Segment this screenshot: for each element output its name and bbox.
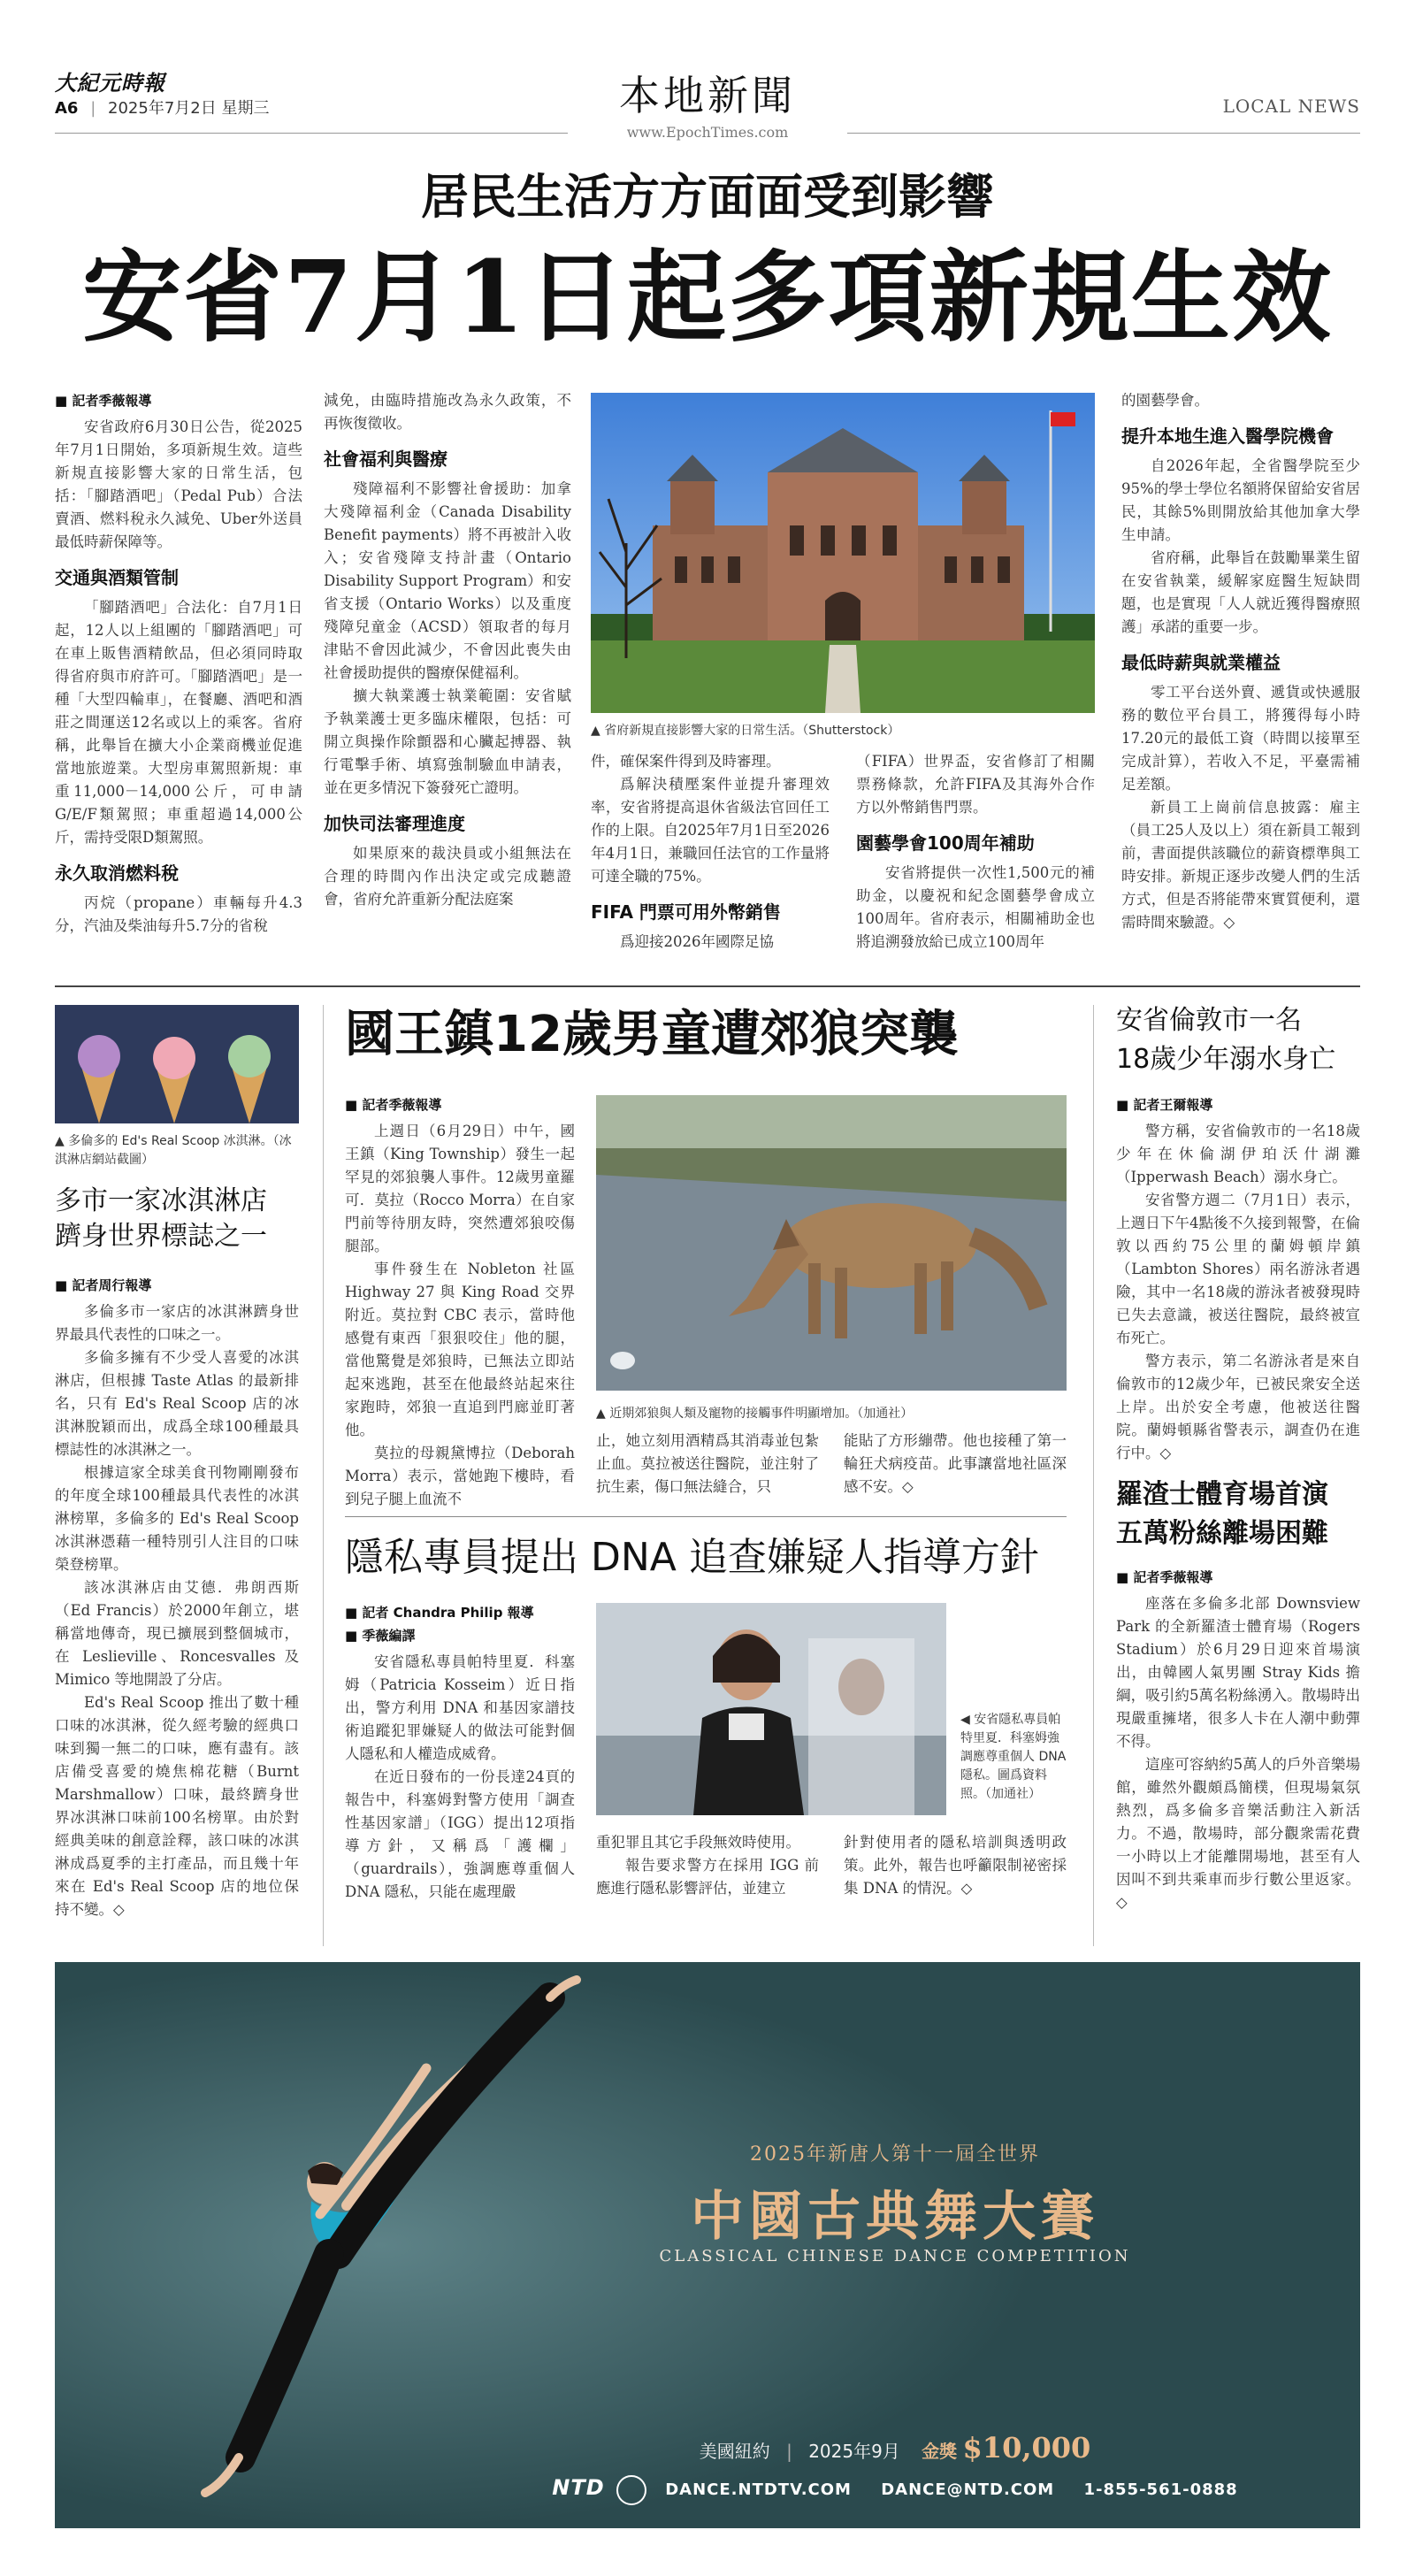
ice-cream-cones-image xyxy=(55,1005,299,1123)
section-title: 本地新聞 xyxy=(619,72,796,119)
ice-cream-paragraph: Ed's Real Scoop 推出了數十種口味的冰淇淋，從久經考驗的經典口味到獨一無二的口味，應有盡有。該店備受喜愛的燒焦棉花糖（Burnt Marshmallow）口味，最終躋身世界冰淇淋口味前100名榜單。由於對經典美味的創意詮釋，該口味的冰淇淋成爲夏季的主打產品，而且幾十年來在 Ed's Real Scoop 店的地位保持不變。◇ xyxy=(55,1694,299,1918)
ice-cream-caption: ▲ 多倫多的 Ed's Real Scoop 冰淇淋。（冰淇淋店網站截圖） xyxy=(55,1134,292,1167)
drowning-paragraph: 警方表示，第二名游泳者是來自倫敦市的12歲少年，已被民衆安全送上岸。出於安全考慮，他被送往醫院。蘭姆頓縣省警表示，調查仍在進行中。◇ xyxy=(1116,1353,1360,1461)
dna-column-1 xyxy=(345,1601,575,1920)
lead-column-1 xyxy=(55,389,302,962)
dna-paragraph: 針對使用者的隱私培訓與透明政策。此外，報告也呼籲限制祕密採集 DNA 的情況。◇ xyxy=(844,1834,1067,1897)
coyote-column-2 xyxy=(596,1430,819,1500)
lead-byline: ■ 記者季薇報導 xyxy=(55,389,302,412)
ad-website-link[interactable]: DANCE.NTDTV.COM xyxy=(665,2480,852,2499)
coyote-caption: ▲ 近期郊狼與人類及寵物的接觸事件明顯增加。（加通社） xyxy=(596,1407,914,1421)
coyote-byline: ■ 記者季薇報導 xyxy=(345,1093,575,1116)
dna-paragraph: 安省隱私專員帕特里夏．科塞姆（Patricia Kosseim）近日指出，警方利用 DNA 和基因家譜技術追蹤犯罪嫌疑人的做法可能對個人隱私和人權造成威脅。 xyxy=(345,1653,575,1762)
lead-paragraph: 爲迎接2026年國際足協 xyxy=(620,933,774,950)
lead-column-2 xyxy=(324,389,571,962)
coyote-column-3 xyxy=(844,1430,1067,1500)
dna-paragraph: 重犯罪且其它手段無效時使用。 xyxy=(596,1834,800,1851)
lead-headline: 安省7月1日起多項新規生效 xyxy=(82,240,1333,356)
lead-paragraph: 減免，由臨時措施改為永久政策，不再恢復徵收。 xyxy=(324,392,571,432)
ad-title-english: CLASSICAL CHINESE DANCE COMPETITION xyxy=(659,2247,1131,2266)
dna-paragraph: 報告要求警方在採用 IGG 前應進行隱私影響評估，並建立 xyxy=(596,1857,819,1897)
section-title-en: LOCAL NEWS xyxy=(1222,96,1360,117)
coyote-image xyxy=(596,1095,1067,1391)
lead-subhead: FIFA 門票可用外幣銷售 xyxy=(591,901,781,923)
ad-contact-bar xyxy=(497,2475,1293,2505)
lead-subhead: 社會福利與醫療 xyxy=(324,448,447,470)
coyote-paragraph: 莫拉的母親黛博拉（Deborah Morra）表示，當她跑下樓時，看到兒子腿上血流不 xyxy=(345,1445,575,1507)
dna-translator: ■ 季薇編譯 xyxy=(345,1624,575,1647)
drowning-headline-line1: 安省倫敦市一名 xyxy=(1116,1005,1302,1036)
lead-photo-caption: ▲ 省府新規直接影響大家的日常生活。（Shutterstock） xyxy=(591,724,900,738)
lead-paragraph: 爲解決積壓案件並提升審理效率，安省將提高退休省級法官回任工作的上限。自2025年7月1日至2026年4月1日，兼職回任法官的工作量將可達全職的75%。 xyxy=(591,776,830,885)
lead-paragraph: 的園藝學會。 xyxy=(1121,392,1209,409)
lead-column-5 xyxy=(1121,389,1360,962)
drowning-paragraph: 安省警方週二（7月1日）表示，上週日下午4點後不久接到報警，在倫敦以西約75公里的蘭姆頓岸鎮（Lambton Shores）兩名游泳者遇險，其中一名18歲的游泳者被發現時已失去意識，被送往醫院，最終被宣布死亡。 xyxy=(1116,1192,1360,1346)
dna-byline: ■ 記者 Chandra Philip 報導 xyxy=(345,1601,575,1624)
page-number: A6 xyxy=(55,99,79,118)
drowning-paragraph: 警方稱，安省倫敦市的一名18歲少年在休倫湖伊珀沃什湖灘（Ipperwash Beach）溺水身亡。 xyxy=(1116,1123,1360,1185)
lead-paragraph: 丙烷（propane）車輛每升4.3分，汽油及柴油每升5.7分的省稅 xyxy=(55,894,302,934)
kosseim-caption: ◀ 安省隱私專員帕特里夏．科塞姆強調應尊重個人 DNA 隱私。圖爲資料照。（加通社） xyxy=(960,1713,1067,1801)
lead-column-3 xyxy=(591,750,830,962)
ad-phone: 1-855-561-0888 xyxy=(1083,2480,1238,2499)
ad-title-chinese: 中國古典舞大賽 xyxy=(691,2186,1099,2248)
stadium-paragraph: 這座可容納約5萬人的戶外音樂場館，雖然外觀頗爲簡樸，但現場氣氛熱烈，爲多倫多音樂活動注入新活力。不過，散場時，部分觀衆需花費一小時以上才能離開場地，甚至有人因叫不到共乘車而步行數公里返家。◇ xyxy=(1116,1756,1360,1911)
ice-cream-paragraph: 多倫多擁有不少受人喜愛的冰淇淋店，但根據 Taste Atlas 的最新排名，只有 Ed's Real Scoop 店的冰淇淋脫穎而出，成爲全球100種最具標誌性的冰淇淋之一。 xyxy=(55,1349,299,1458)
stadium-body xyxy=(1116,1566,1360,1937)
coyote-paragraph: 事件發生在 Nobleton 社區 Highway 27 與 King Road 交界附近。莫拉對 CBC 表示，當時他感覺有東西「狠狠咬住」他的腿，當他驚覺是郊狼時，已無法立即站起來逃跑，甚至在他最終站起來往家跑時，郊狼一直追到門廊並盯著他。 xyxy=(345,1261,575,1438)
ad-separator: | xyxy=(786,2441,792,2462)
ice-cream-paragraph: 多倫多市一家店的冰淇淋躋身世界最具代表性的口味之一。 xyxy=(55,1303,299,1343)
stadium-headline xyxy=(1116,1476,1360,1553)
lead-paragraph: 零工平台送外賣、遞貨或快遞服務的數位平台員工，將獲得每小時17.20元的最低工資（時間以接單至完成計算），若收入不足，平臺需補足差額。 xyxy=(1121,684,1360,793)
lead-paragraph: 安省政府6月30日公告，從2025年7月1日開始，多項新規生效。這些新規直接影響大家的日常生活，包括：「腳踏酒吧」（Pedal Pub）合法賣酒、燃料稅永久減免、Uber外送員最低時薪保障等。 xyxy=(55,418,302,550)
ntd-emblem-icon xyxy=(616,2475,646,2505)
ad-prize-amount: $10,000 xyxy=(962,2431,1091,2465)
column-rule xyxy=(323,1005,324,1946)
ad-edition-line: 2025年新唐人第十一屆全世界 xyxy=(750,2143,1040,2166)
issue-date: 2025年7月2日 星期三 xyxy=(108,99,270,118)
coyote-photo xyxy=(596,1095,1067,1391)
coyote-headline: 國王鎮12歲男童遭郊狼突襲 xyxy=(345,1006,959,1063)
lead-subhead: 提升本地生進入醫學院機會 xyxy=(1121,426,1334,447)
lead-subhead: 最低時薪與就業權益 xyxy=(1121,652,1281,673)
lead-paragraph: 如果原來的裁決員或小組無法在合理的時間內作出決定或完成聽證會，省府允許重新分配法庭案 xyxy=(324,845,571,908)
ad-prize-label: 金獎 xyxy=(922,2441,958,2462)
stadium-paragraph: 座落在多倫多北部 Downsview Park 的全新羅渣士體育場（Rogers Stadium）於6月29日迎來首場演出，由韓國人氣男團 Stray Kids 擔綱，吸引約5萬名粉絲湧入。散場時出現嚴重擁堵，很多人卡在人潮中動彈不得。 xyxy=(1116,1595,1360,1750)
coyote-column-1 xyxy=(345,1093,575,1507)
ice-cream-headline-line1: 多市一家冰淇淋店 xyxy=(55,1185,267,1216)
lead-paragraph: 新員工上崗前信息披露：雇主（員工25人及以上）須在新員工報到前，書面提供該職位的薪資標準與工時安排。新規正逐步改變人們的生活方式，但是否將能帶來實質便利，還需時間來驗證。◇ xyxy=(1121,799,1360,931)
lead-paragraph: 「腳踏酒吧」合法化：自7月1日起，12人以上組團的「腳踏酒吧」可在車上販售酒精飲品，但必須同時取得省府與市府許可。「腳踏酒吧」是一種「大型四輪車」，在餐廳、酒吧和酒莊之間運送12名或以上的乘客。省府稱，此舉旨在擴大小企業商機並促進當地旅遊業。大型房車駕照新規：車重11,000－14,000公斤，可申請G/E/F類駕照；車重超過14,000公斤，需持受限D類駕照。 xyxy=(55,599,302,846)
ad-month: 2025年9月 xyxy=(808,2441,900,2462)
drowning-headline-line2: 18歲少年溺水身亡 xyxy=(1116,1044,1336,1075)
ice-cream-paragraph: 根據這家全球美食刊物剛剛發布的年度全球100種最具代表性的冰淇淋榜單，多倫多的 Ed's Real Scoop 冰淇淋憑藉一種特別引人注目的口味榮登榜單。 xyxy=(55,1464,299,1573)
dance-competition-ad[interactable] xyxy=(55,1962,1360,2528)
lead-subhead: 加快司法審理進度 xyxy=(324,813,465,834)
masthead-logo: 大紀元時報 xyxy=(55,70,165,96)
lead-paragraph: 件，確保案件得到及時審理。 xyxy=(591,753,781,770)
lead-paragraph: 擴大執業護士執業範圍：安省賦予執業護士更多臨床權限，包括：可開立與操作除顫器和心臟起搏器、執行電擊手術、填寫強制驗血申請表，並在更多情況下簽發死亡證明。 xyxy=(324,687,571,796)
ice-cream-byline: ■ 記者周行報導 xyxy=(55,1274,299,1297)
ice-cream-paragraph: 該冰淇淋店由艾德．弗朗西斯（Ed Francis）於2000年創立，堪稱當地傳奇，現已擴展到整個城市，在 Leslieville、Roncesvalles 及 Mimico 等地開設了分店。 xyxy=(55,1579,299,1688)
kosseim-photo xyxy=(596,1603,946,1815)
stadium-headline-line2: 五萬粉絲離場困難 xyxy=(1116,1518,1328,1549)
legislature-building-image xyxy=(591,393,1095,713)
coyote-paragraph: 止，她立刻用酒精爲其消毒並包紮止血。莫拉被送往醫院，並注射了抗生素，傷口無法縫合，只 xyxy=(596,1432,819,1495)
ice-cream-photo xyxy=(55,1005,299,1123)
drowning-body xyxy=(1116,1093,1360,1461)
site-url[interactable]: www.EpochTimes.com xyxy=(626,124,789,141)
header-rule-right xyxy=(847,133,1360,134)
story-divider xyxy=(345,1516,1067,1517)
lead-paragraph: 安省將提供一次性1,500元的補助金，以慶祝和紀念園藝學會成立100周年。省府表示，相關補助金也將追溯發放給已成立100周年 xyxy=(856,864,1095,950)
ad-venue: 美國紐約 xyxy=(699,2441,770,2462)
ice-cream-headline xyxy=(55,1184,299,1254)
dna-paragraph: 在近日發布的一份長達24頁的報告中，科塞姆對警方使用「調查性基因家譜」（IGG）提出12項指導方針，又稱爲「護欄」（guardrails），強調應尊重個人 DNA 隱私，只能在處理嚴 xyxy=(345,1768,575,1900)
queens-park-photo xyxy=(591,393,1095,713)
lead-kicker: 居民生活方方面面受到影響 xyxy=(421,169,994,225)
lead-subhead: 交通與酒類管制 xyxy=(55,567,179,588)
stadium-headline-line1: 羅渣士體育場首演 xyxy=(1116,1479,1328,1510)
drowning-headline xyxy=(1116,1001,1360,1079)
lead-column-4 xyxy=(856,750,1095,962)
drowning-byline: ■ 記者王爾報導 xyxy=(1116,1093,1360,1116)
lead-paragraph: 省府稱，此舉旨在鼓勵畢業生留在安省執業，緩解家庭醫生短缺問題，也是實現「人人就近獲得醫療照護」承諾的重要一步。 xyxy=(1121,549,1360,635)
ad-email-link[interactable]: DANCE@NTD.COM xyxy=(881,2480,1055,2499)
privacy-commissioner-image xyxy=(596,1603,946,1815)
ad-event-info xyxy=(497,2431,1293,2465)
lead-paragraph: 殘障福利不影響社會援助：加拿大殘障福利金（Canada Disability Benefit payments）將不再被計入收入；安省殘障支持計畫（Ontario Disability Support Program）和安省支援（Ontario Works）以及重度殘障兒童金（ACSD）領取者的每月津貼不會因此減少，不會因此喪失由社會援助提供的醫療保健福利。 xyxy=(324,480,571,681)
ice-cream-body xyxy=(55,1274,299,1946)
section-divider xyxy=(55,985,1360,987)
ntd-logo: NTD xyxy=(552,2475,605,2500)
page-meta-separator: | xyxy=(90,99,96,118)
dna-headline: 隱私專員提出 DNA 追查嫌疑人指導方針 xyxy=(345,1535,1039,1580)
dna-column-3 xyxy=(844,1831,1067,1928)
header-rule xyxy=(55,133,568,134)
stadium-byline: ■ 記者季薇報導 xyxy=(1116,1566,1360,1589)
coyote-paragraph: 能貼了方形繃帶。他也接種了第一輪狂犬病疫苗。此事讓當地社區深感不安。◇ xyxy=(844,1432,1067,1495)
dna-column-2 xyxy=(596,1831,819,1928)
coyote-paragraph: 上週日（6月29日）中午，國王鎮（King Township）發生一起罕見的郊狼襲人事件。12歲男童羅可．莫拉（Rocco Morra）在自家門前等待朋友時，突然遭郊狼咬傷腿部。 xyxy=(345,1123,575,1254)
lead-paragraph: 自2026年起，全省醫學院至少95%的學士學位名額將保留給安省居民，其餘5%則開放給其他加拿大學生申請。 xyxy=(1121,457,1360,543)
lead-paragraph: （FIFA）世界盃，安省修訂了相關票務條款，允許FIFA及其海外合作方以外幣銷售門票。 xyxy=(856,753,1095,816)
lead-subhead: 園藝學會100周年補助 xyxy=(856,832,1035,854)
ice-cream-headline-line2: 躋身世界標誌之一 xyxy=(55,1221,267,1252)
lead-subhead: 永久取消燃料稅 xyxy=(55,862,179,884)
column-rule xyxy=(1093,1005,1094,1946)
